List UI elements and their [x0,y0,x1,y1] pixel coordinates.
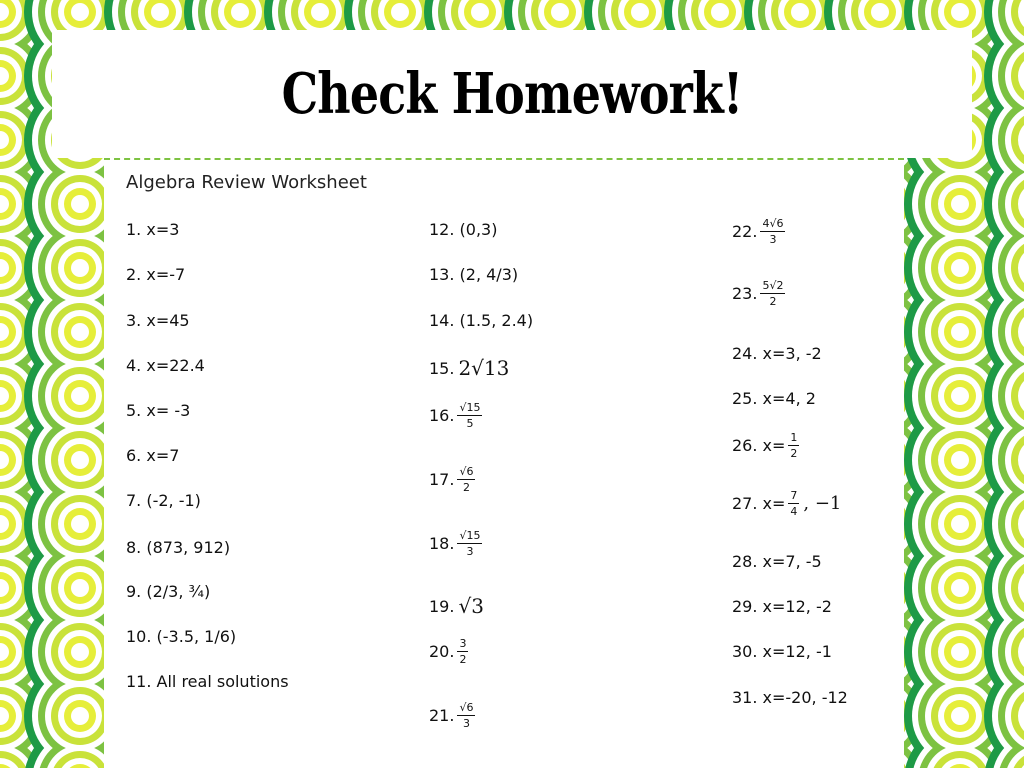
answer-28: 28. x=7, -5 [732,552,822,571]
numerator: 1 [790,431,798,444]
answer-13: 13. (2, 4/3) [429,265,519,284]
answer-21-label: 21. [429,706,455,725]
answer-21 [429,702,475,729]
denominator: 5 [466,417,474,430]
numerator: 7 [790,489,798,502]
numerator: 4√6 [762,217,784,230]
denominator: 3 [466,545,474,558]
answer-23 [732,280,785,307]
answer-9: 9. (2/3, ¾) [126,582,211,601]
answer-2: 2. x=-7 [126,265,186,284]
answer-12: 12. (0,3) [429,220,498,239]
denominator: 2 [459,653,467,666]
answer-8: 8. (873, 912) [126,538,231,557]
answer-17 [429,466,475,493]
answer-20-label: 20. [429,642,455,661]
answer-30: 30. x=12, -1 [732,642,832,661]
answer-19-value: √3 [458,594,484,618]
denominator: 2 [790,447,798,460]
answer-5: 5. x= -3 [126,401,191,420]
answer-21-fraction [457,702,475,729]
answer-25: 25. x=4, 2 [732,389,816,408]
answer-22-fraction [760,218,785,245]
numerator: √6 [459,465,474,478]
answer-18-label: 18. [429,534,455,553]
answer-6: 6. x=7 [126,446,180,465]
answer-17-label: 17. [429,470,455,489]
answer-20-fraction [457,638,468,665]
answer-3: 3. x=45 [126,311,190,330]
denominator: 2 [462,481,470,494]
numerator: √15 [459,529,481,542]
answer-15 [429,356,509,380]
worksheet-image [104,158,904,770]
answer-14: 14. (1.5, 2.4) [429,311,534,330]
title-banner [52,30,972,158]
answer-15-label: 15. [429,358,455,378]
answer-16-label: 16. [429,406,455,425]
answer-15-value: 2√13 [458,356,510,380]
page-title: Check Homework! [281,61,743,127]
answer-27 [732,490,841,517]
answer-26-label: 26. x= [732,436,786,455]
answer-7: 7. (-2, -1) [126,491,201,510]
answer-4: 4. x=22.4 [126,356,205,375]
answer-29: 29. x=12, -2 [732,597,832,616]
answer-19 [429,594,484,618]
denominator: 4 [790,505,798,518]
denominator: 3 [462,717,470,730]
answer-22 [732,218,785,245]
answer-23-fraction [760,280,785,307]
denominator: 3 [769,233,777,246]
answer-23-label: 23. [732,284,758,303]
answer-27-tail: , −1 [803,493,842,514]
answer-27-fraction [788,490,799,517]
answer-31: 31. x=-20, -12 [732,688,848,707]
answer-1: 1. x=3 [126,220,180,239]
numerator: √15 [459,401,481,414]
answer-26-fraction [788,432,799,459]
answer-26 [732,432,799,459]
answer-20 [429,638,468,665]
answer-11: 11. All real solutions [126,672,289,691]
answer-16 [429,402,482,429]
numerator: 3 [459,637,467,650]
answer-27-label: 27. x= [732,494,786,513]
numerator: √6 [459,701,474,714]
answer-24: 24. x=3, -2 [732,344,822,363]
numerator: 5√2 [762,279,784,292]
answer-16-fraction [457,402,482,429]
answer-18 [429,530,482,557]
answer-18-fraction [457,530,482,557]
denominator: 2 [769,295,777,308]
answer-17-fraction [457,466,475,493]
answer-22-label: 22. [732,222,758,241]
worksheet-heading: Algebra Review Worksheet [126,172,367,193]
answer-10: 10. (-3.5, 1/6) [126,627,237,646]
answer-19-label: 19. [429,596,455,616]
